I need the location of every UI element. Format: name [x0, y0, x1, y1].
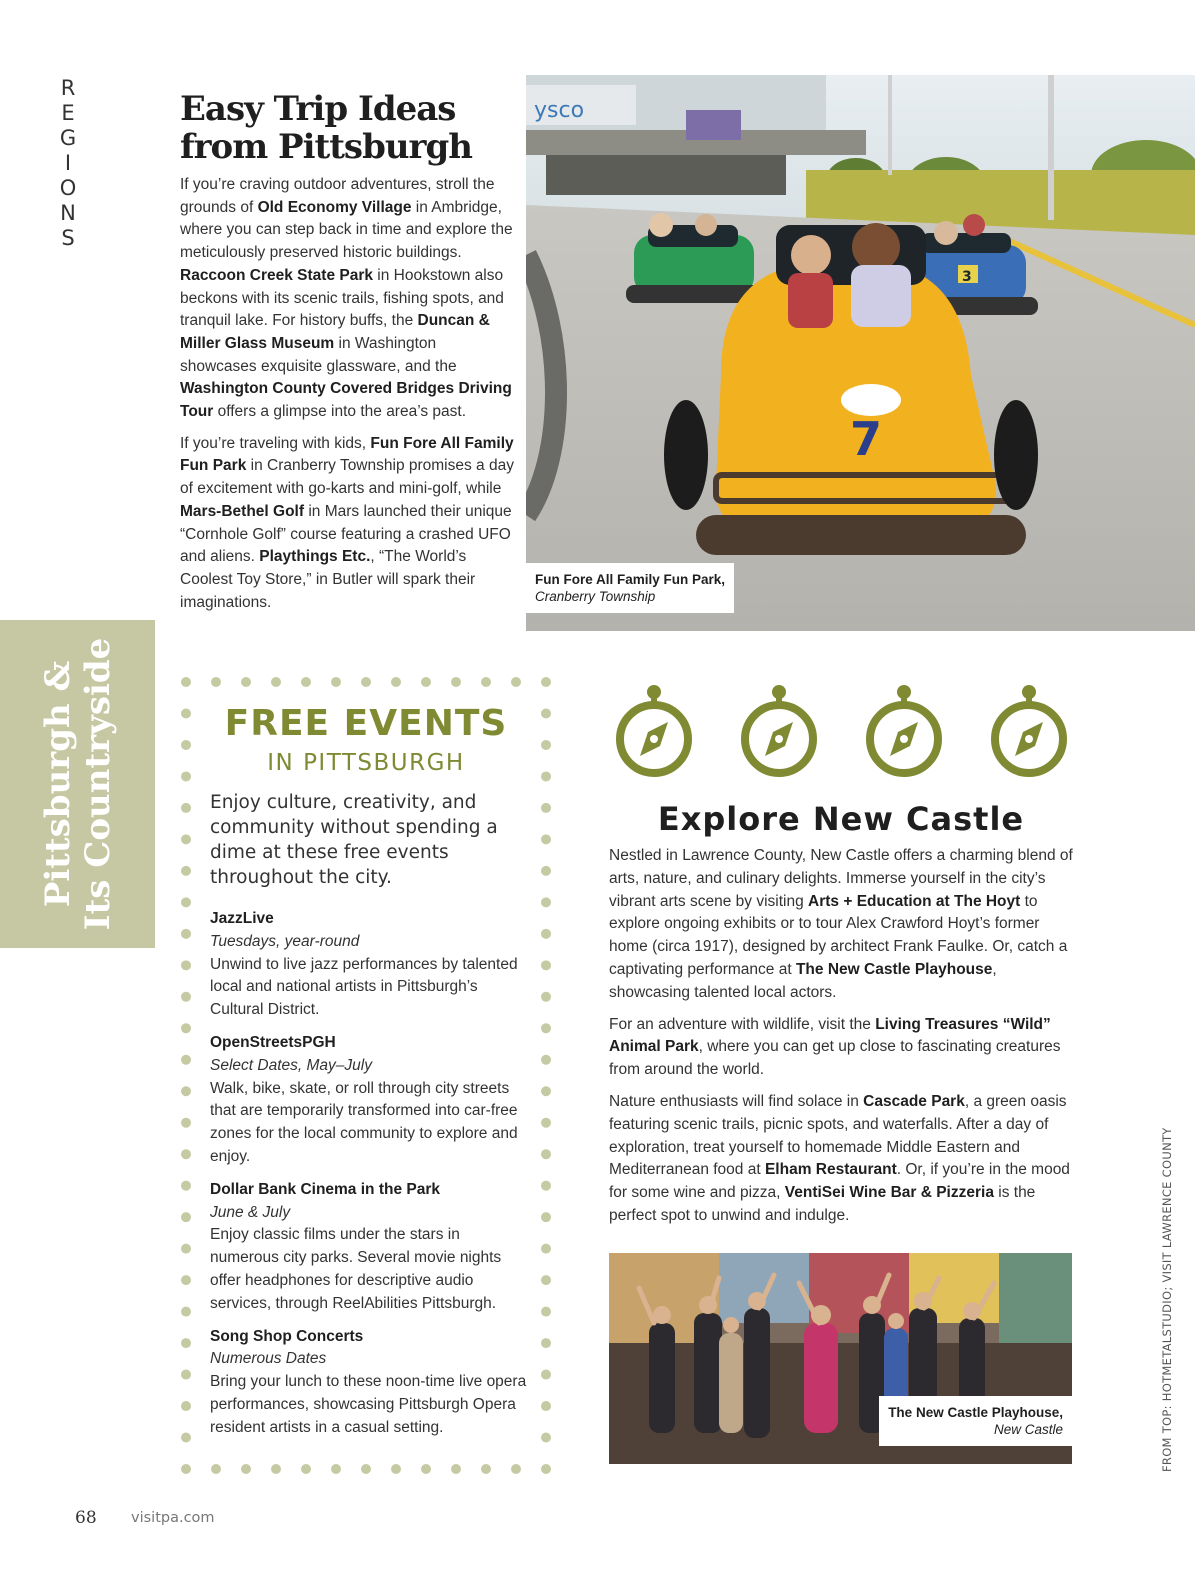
event-name: Song Shop Concerts: [210, 1327, 364, 1345]
body-text: in Ambridge, where you can step back in time and explore the meticulously preserved historic buildings.: [180, 198, 513, 262]
section-label: [58, 76, 78, 251]
event-description: Walk, bike, skate, or roll through city streets that are temporarily transformed into car-free zones for the local community to explore and enjoy.: [210, 1079, 518, 1165]
section-label-letter: I: [64, 151, 72, 175]
body-text: , where you can get up close to fascinating creatures from around the world.: [609, 1038, 1061, 1079]
border-dot: [541, 992, 551, 1002]
border-dot: [181, 1401, 191, 1411]
highlighted-place-name: VentiSei Wine Bar & Pizzeria: [784, 1184, 994, 1202]
event-name: Dollar Bank Cinema in the Park: [210, 1180, 440, 1198]
section-label-letter: N: [60, 201, 76, 225]
highlighted-place-name: Mars-Bethel Golf: [180, 502, 305, 520]
border-dot: [541, 897, 551, 907]
body-text: is the perfect spot to unwind and indulge.: [609, 1184, 1036, 1224]
border-dot: [181, 1118, 191, 1128]
body-text: For an adventure with wildlife, visit the: [609, 1015, 876, 1033]
caption-location: New Castle: [993, 1422, 1063, 1437]
gokart-photo: [526, 75, 1195, 631]
border-dot: [451, 1464, 461, 1474]
body-text: to explore ongoing exhibits or to tour Alex Crawford Hoyt’s former home (circa 1917), designed by architect Frank Faulke. Or, catch a captivating performance at: [609, 892, 1068, 978]
event-dates: Select Dates, May–July: [210, 1056, 372, 1074]
new-castle-title: Explore New Castle: [657, 800, 1025, 838]
border-dot: [421, 1464, 431, 1474]
compass-icon-row: [612, 684, 1072, 779]
border-dot: [511, 1464, 521, 1474]
region-side-tab: [0, 620, 155, 948]
caption-title: Fun Fore All Family Fun Park,: [535, 572, 726, 587]
caption-location: Cranberry Township: [535, 589, 656, 604]
border-dot: [181, 1055, 191, 1065]
event-description: Unwind to live jazz performances by talented local and national artists in Pittsburgh’s Cultural District.: [210, 955, 518, 1019]
events-subtitle: IN PITTSBURGH: [267, 750, 465, 776]
body-text: . Or, if you’re in the mood for some wine and pizza,: [609, 1161, 1070, 1202]
border-dot: [541, 1370, 551, 1380]
event-name: JazzLive: [210, 910, 274, 927]
event-description: Enjoy classic films under the stars in numerous city parks. Several movie nights offer headphones for descriptive audio services, through ReelAbilities Pittsburgh.: [210, 1226, 502, 1312]
border-dot: [241, 677, 251, 687]
section-label-letter: G: [59, 126, 77, 150]
event-item: [210, 908, 530, 1022]
border-dot: [181, 1275, 191, 1285]
body-text: Nestled in Lawrence County, New Castle offers a charming blend of arts, nature, and culinary delights. Immerse yourself in the city’s vibrant arts scene by visiting: [609, 847, 1073, 910]
border-dot: [541, 1149, 551, 1159]
event-dates: Tuesdays, year-round: [210, 932, 360, 950]
border-dot: [241, 1464, 251, 1474]
border-dot: [481, 677, 491, 687]
border-dot: [181, 1181, 191, 1191]
events-list: [210, 908, 530, 1450]
compass-icon: [864, 684, 944, 779]
article-paragraph: [180, 174, 515, 424]
border-dot: [541, 1307, 551, 1317]
event-item: [210, 1326, 530, 1440]
border-dot: [301, 677, 311, 687]
gokart-illustration: [526, 75, 1195, 631]
border-dot: [271, 1464, 281, 1474]
event-item: [210, 1032, 530, 1169]
photo-caption: [879, 1396, 1072, 1446]
highlighted-place-name: Arts + Education at The Hoyt: [808, 892, 1021, 910]
highlighted-place-name: Playthings Etc.: [259, 548, 371, 566]
border-dot: [541, 677, 551, 687]
highlighted-place-name: Raccoon Creek State Park: [180, 266, 373, 284]
border-dot: [181, 929, 191, 939]
body-text: If you’re craving outdoor adventures, stroll the grounds of: [180, 176, 495, 216]
compass-icon: [739, 684, 819, 779]
border-dot: [541, 866, 551, 876]
body-text: in Washington showcases exquisite glassware, and the: [180, 334, 457, 375]
event-item: [210, 1179, 530, 1316]
border-dot: [391, 1464, 401, 1474]
body-text: If you’re traveling with kids,: [180, 434, 371, 452]
body-text: Nature enthusiasts will find solace in: [609, 1092, 864, 1110]
border-dot: [541, 1433, 551, 1443]
highlighted-place-name: Fun Fore All Family Fun Park: [180, 434, 514, 475]
section-label-letter: O: [59, 176, 77, 200]
border-dot: [181, 1433, 191, 1443]
border-dot: [181, 1338, 191, 1348]
border-dot: [181, 1307, 191, 1317]
border-dot: [181, 677, 191, 687]
body-text: , a green oasis featuring scenic trails, picnic spots, and waterfalls. After a day of exploration, treat yourself to homemade Middle Eastern and Mediterranean food at: [609, 1092, 1067, 1179]
border-dot: [541, 1023, 551, 1033]
new-castle-body: [609, 845, 1077, 1237]
border-dot: [181, 803, 191, 813]
side-tab-line1: Pittsburgh &: [37, 660, 78, 908]
events-intro: Enjoy culture, creativity, and community without spending a dime at these free events throughout the city.: [210, 792, 498, 888]
compass-icon: [989, 684, 1069, 779]
article-title: [180, 90, 510, 166]
section-label-letter: R: [60, 76, 76, 100]
highlighted-place-name: Old Economy Village: [257, 198, 412, 216]
border-dot: [181, 834, 191, 844]
free-events-sidebar: [172, 668, 560, 1483]
border-dot: [181, 1464, 191, 1474]
border-dot: [181, 1023, 191, 1033]
border-dot: [181, 1086, 191, 1096]
article-title-line2: from Pittsburgh: [180, 127, 472, 167]
new-castle-paragraph: [609, 1014, 1077, 1082]
caption-title: The New Castle Playhouse,: [888, 1405, 1063, 1420]
events-title: FREE EVENTS: [224, 703, 508, 744]
section-label-letter: S: [61, 226, 75, 250]
body-text: in Mars launched their unique “Cornhole Golf” course featuring a crashed UFO and aliens.: [180, 502, 512, 566]
border-dot: [541, 1401, 551, 1411]
border-dot: [331, 677, 341, 687]
highlighted-place-name: Cascade Park: [863, 1092, 965, 1110]
highlighted-place-name: Living Treasures “Wild” Animal Park: [609, 1015, 1051, 1056]
border-dot: [541, 1338, 551, 1348]
new-castle-paragraph: [609, 845, 1077, 1005]
highlighted-place-name: Elham Restaurant: [764, 1161, 897, 1179]
border-dot: [181, 897, 191, 907]
photo-caption: [526, 563, 734, 613]
event-description: Bring your lunch to these noon-time live opera performances, showcasing Pittsburgh Opera resident artists in a casual setting.: [210, 1373, 527, 1436]
section-label-letter: E: [61, 101, 75, 125]
border-dot: [541, 803, 551, 813]
border-dot: [451, 677, 461, 687]
site-url[interactable]: visitpa.com: [131, 1510, 215, 1526]
border-dot: [541, 1244, 551, 1254]
border-dot: [541, 1055, 551, 1065]
border-dot: [541, 1181, 551, 1191]
border-dot: [481, 1464, 491, 1474]
border-dot: [181, 1149, 191, 1159]
body-text: offers a glimpse into the area’s past.: [213, 403, 467, 421]
photo-credit: FROM TOP: HOTMETALSTUDIO; VISIT LAWRENCE COUNTY: [1160, 1127, 1174, 1472]
body-text: in Cranberry Township promises a day of excitement with go-karts and mini-golf, while: [180, 457, 514, 498]
border-dot: [301, 1464, 311, 1474]
highlighted-place-name: Duncan & Miller Glass Museum: [180, 312, 490, 352]
event-name: OpenStreetsPGH: [210, 1033, 336, 1051]
body-text: , “The World’s Coolest Toy Store,” in Butler will spark their imaginations.: [180, 548, 476, 611]
border-dot: [211, 677, 221, 687]
border-dot: [541, 929, 551, 939]
kart-number: 7: [850, 412, 883, 466]
border-dot: [421, 677, 431, 687]
border-dot: [181, 992, 191, 1002]
border-dot: [181, 1244, 191, 1254]
border-dot: [181, 866, 191, 876]
border-dot: [541, 834, 551, 844]
region-side-tab-text: [38, 634, 118, 934]
border-dot: [181, 1212, 191, 1222]
border-dot: [541, 1212, 551, 1222]
border-dot: [541, 1464, 551, 1474]
border-dot: [211, 1464, 221, 1474]
border-dot: [331, 1464, 341, 1474]
article-title-line1: Easy Trip Ideas: [180, 89, 456, 129]
compass-icon: [614, 684, 694, 779]
border-dot: [361, 677, 371, 687]
border-dot: [541, 1275, 551, 1285]
border-dot: [541, 1086, 551, 1096]
article-body: [180, 174, 515, 623]
page-number: 68: [75, 1508, 97, 1528]
article-paragraph: [180, 433, 515, 615]
border-dot: [361, 1464, 371, 1474]
kart-number-back: 3: [962, 269, 972, 285]
border-dot: [541, 960, 551, 970]
playhouse-photo: [609, 1253, 1072, 1464]
sign-text: ysco: [534, 98, 585, 123]
body-text: in Hookstown also beckons with its scenic trails, fishing spots, and tranquil lake. For history buffs, the: [180, 266, 504, 330]
new-castle-paragraph: [609, 1091, 1077, 1228]
border-dot: [181, 1370, 191, 1380]
event-dates: Numerous Dates: [210, 1350, 327, 1368]
highlighted-place-name: The New Castle Playhouse: [795, 960, 993, 978]
border-dot: [391, 677, 401, 687]
body-text: , showcasing talented local actors.: [609, 960, 997, 1001]
border-dot: [181, 960, 191, 970]
event-dates: June & July: [210, 1203, 291, 1221]
side-tab-line2: Its Countryside: [77, 637, 118, 931]
border-dot: [511, 677, 521, 687]
border-dot: [541, 1118, 551, 1128]
highlighted-place-name: Washington County Covered Bridges Driving Tour: [180, 380, 512, 421]
border-dot: [271, 677, 281, 687]
